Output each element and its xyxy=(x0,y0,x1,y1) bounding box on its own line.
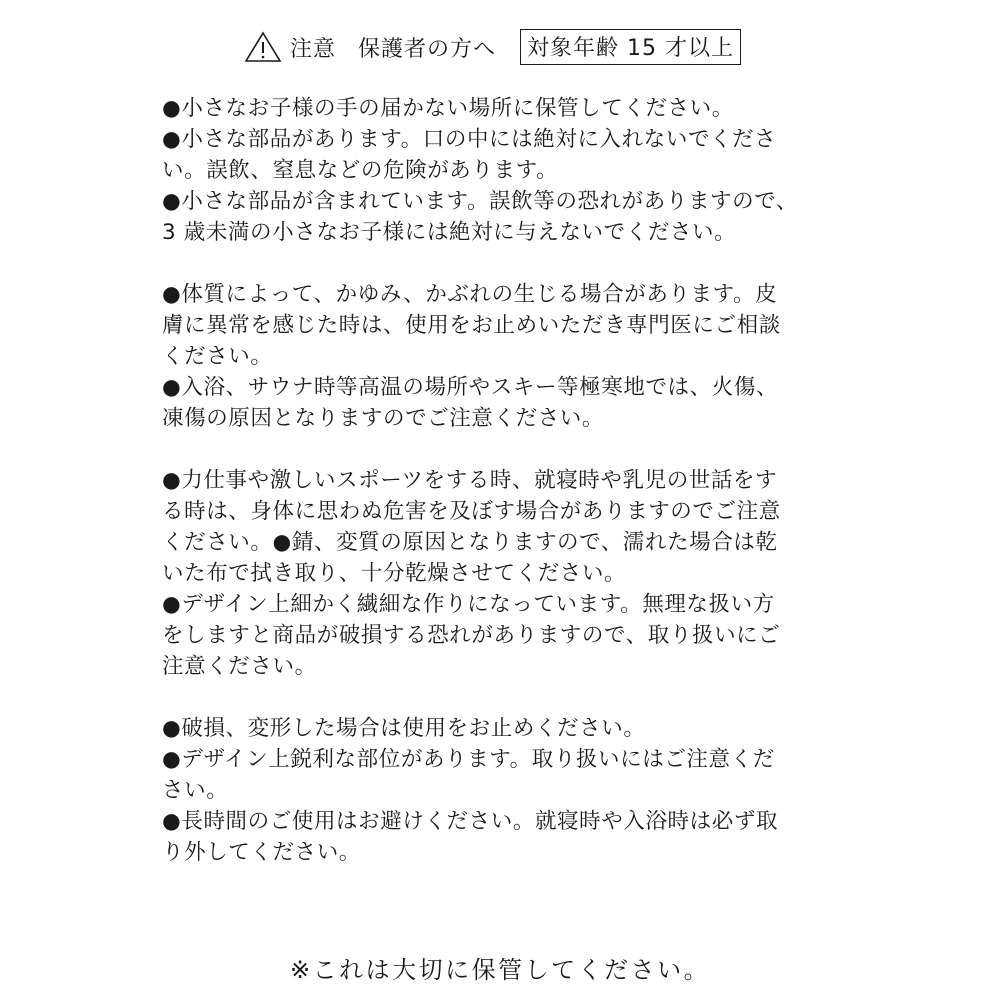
warning-line: ●デザイン上鋭利な部位があります。取り扱いにはご注意くだ xyxy=(162,747,775,772)
warning-line: ●体質によって、かゆみ、かぶれの生じる場合があります。皮 xyxy=(162,282,778,307)
warning-line: ●長時間のご使用はお避けください。就寝時や入浴時は必ず取 xyxy=(162,809,779,834)
warning-line: ください。●錆、変質の原因となりますので、濡れた場合は乾 xyxy=(162,530,778,555)
caution-label: 注意 xyxy=(290,36,337,62)
warning-line: いた布で拭き取り、十分乾燥させてください。 xyxy=(162,561,627,586)
warning-line: 3 歳未満の小さなお子様には絶対に与えないでください。 xyxy=(162,220,737,245)
warning-line: ●小さな部品が含まれています。誤飲等の恐れがありますので、 xyxy=(162,189,799,214)
storage-note: ※これは大切に保管してください。 xyxy=(290,956,711,984)
paragraph-gap xyxy=(162,682,862,713)
warning-line: ●破損、変形した場合は使用をお止めください。 xyxy=(162,716,646,741)
caution-header xyxy=(244,30,741,64)
guardian-label: 保護者の方へ xyxy=(358,36,497,62)
paragraph-gap xyxy=(162,434,862,465)
warning-line: り外してください。 xyxy=(162,840,361,865)
age-rating-badge: 対象年齢 15 才以上 xyxy=(520,29,741,65)
warning-text-body xyxy=(162,93,862,868)
warning-line: 注意ください。 xyxy=(162,654,317,679)
warning-icon xyxy=(244,31,282,63)
warning-line: る時は、身体に思わぬ危害を及ぼす場合がありますのでご注意 xyxy=(162,499,781,524)
warning-line: ●小さなお子様の手の届かない場所に保管してください。 xyxy=(162,96,734,121)
warning-line: ください。 xyxy=(162,344,273,369)
warning-line: ●デザイン上細かく繊細な作りになっています。無理な扱い方 xyxy=(162,592,775,617)
warning-line: ●力仕事や激しいスポーツをする時、就寝時や乳児の世話をす xyxy=(162,468,778,493)
warning-line: さい。 xyxy=(162,778,229,803)
paragraph-gap xyxy=(162,248,862,279)
warning-line: 膚に異常を感じた時は、使用をお止めいただき専門医にご相談 xyxy=(162,313,781,338)
warning-line: 凍傷の原因となりますのでご注意ください。 xyxy=(162,406,605,431)
warning-line: をしますと商品が破損する恐れがありますので、取り扱いにご xyxy=(162,623,781,648)
warning-line: ●小さな部品があります。口の中には絶対に入れないでくださ xyxy=(162,127,777,152)
warning-line: ●入浴、サウナ時等高温の場所やスキー等極寒地では、火傷、 xyxy=(162,375,779,400)
warning-line: い。誤飲、窒息などの危険があります。 xyxy=(162,158,559,183)
